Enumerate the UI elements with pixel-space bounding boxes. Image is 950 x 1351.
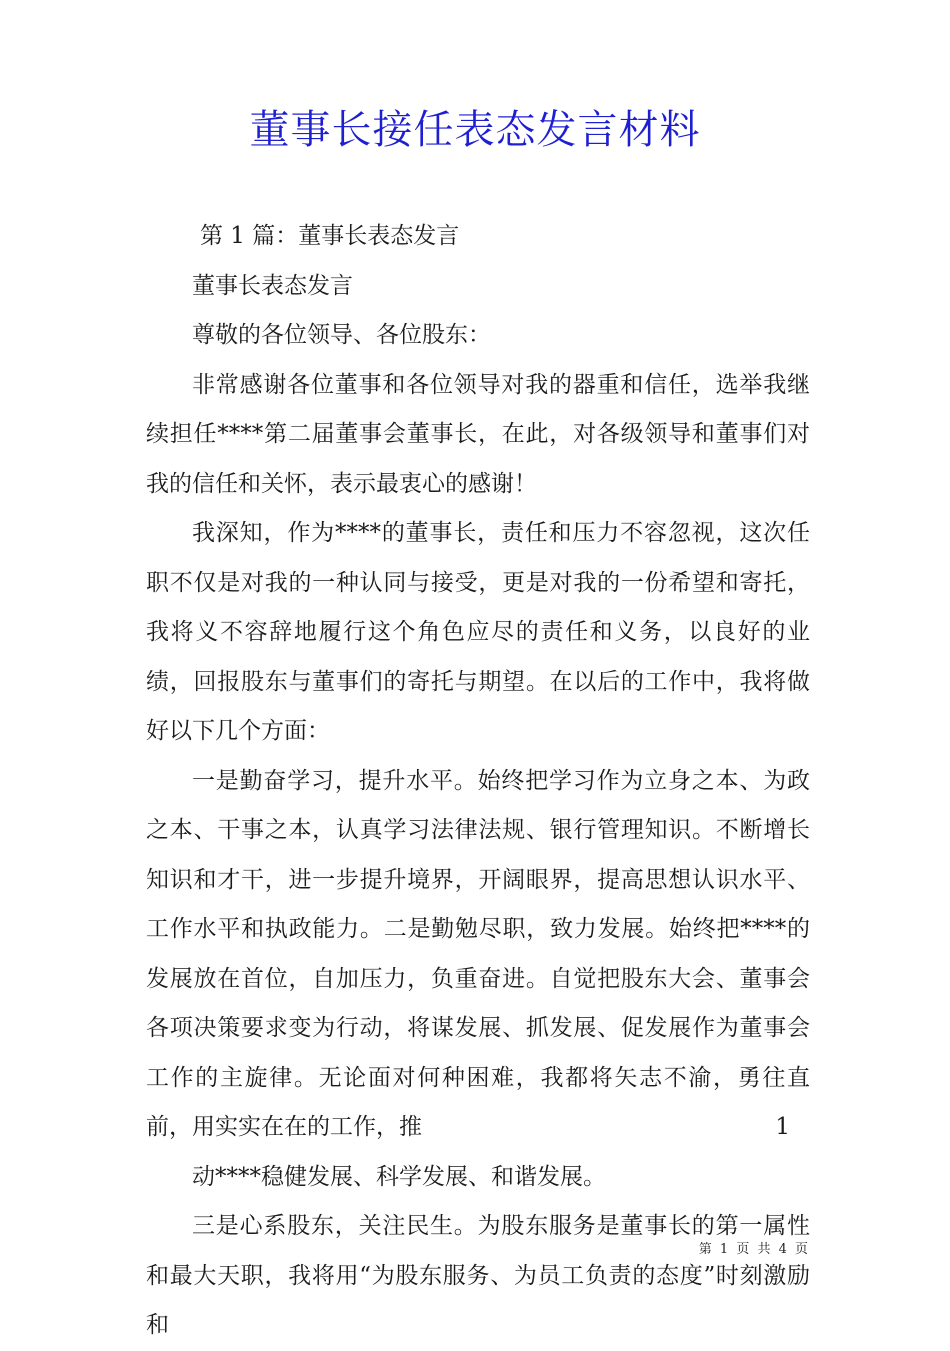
inline-page-marker: 1: [775, 1114, 790, 1140]
document-body: [146, 212, 810, 1351]
paragraph-5: 三是心系股东，关注民生。为股东服务是董事长的第一属性和最大天职，我将用“为股东服务、为员工负责的态度”时刻激励和: [146, 1213, 810, 1338]
paragraph-1: 非常感谢各位董事和各位领导对我的器重和信任，选举我继续担任****第二届董事会董事长，在此，对各级领导和董事们对我的信任和关怀，表示最衷心的感谢！: [146, 371, 810, 497]
subtitle: 董事长表态发言: [192, 272, 353, 299]
salutation: 尊敬的各位领导、各位股东：: [192, 322, 491, 348]
paragraph-3: [146, 757, 810, 1153]
paragraph-3-text: 一是勤奋学习，提升水平。始终把学习作为立身之本、为政之本、干事之本，认真学习法律法规、银行管理知识。不断增长知识和才干，进一步提升境界，开阔眼界，提高思想认识水平、工作水平和执政能力。二是勤勉尽职，致力发展。始终把****的发展放在首位，自加压力，负重奋进。自觉把股东大会、董事会各项决策要求变为行动，将谋发展、抓发展、促发展作为董事会工作的主旋律。无论面对何种困难，我都将矢志不渝，勇往直前，用实实在在的工作，推: [146, 767, 810, 1140]
page-footer: 第 1 页 共 4 页: [698, 1242, 810, 1257]
document-title: 董事长接任表态发言材料: [249, 107, 701, 153]
section-heading: 第 1 篇：董事长表态发言: [200, 223, 460, 249]
paragraph-4: 动****稳健发展、科学发展、和谐发展。: [192, 1163, 606, 1190]
paragraph-2: 我深知，作为****的董事长，责任和压力不容忽视，这次任职不仅是对我的一种认同与接受，更是对我的一份希望和寄托，我将义不容辞地履行这个角色应尽的责任和义务，以良好的业绩，回报股东与董事们的寄托与期望。在以后的工作中，我将做好以下几个方面：: [146, 520, 810, 744]
